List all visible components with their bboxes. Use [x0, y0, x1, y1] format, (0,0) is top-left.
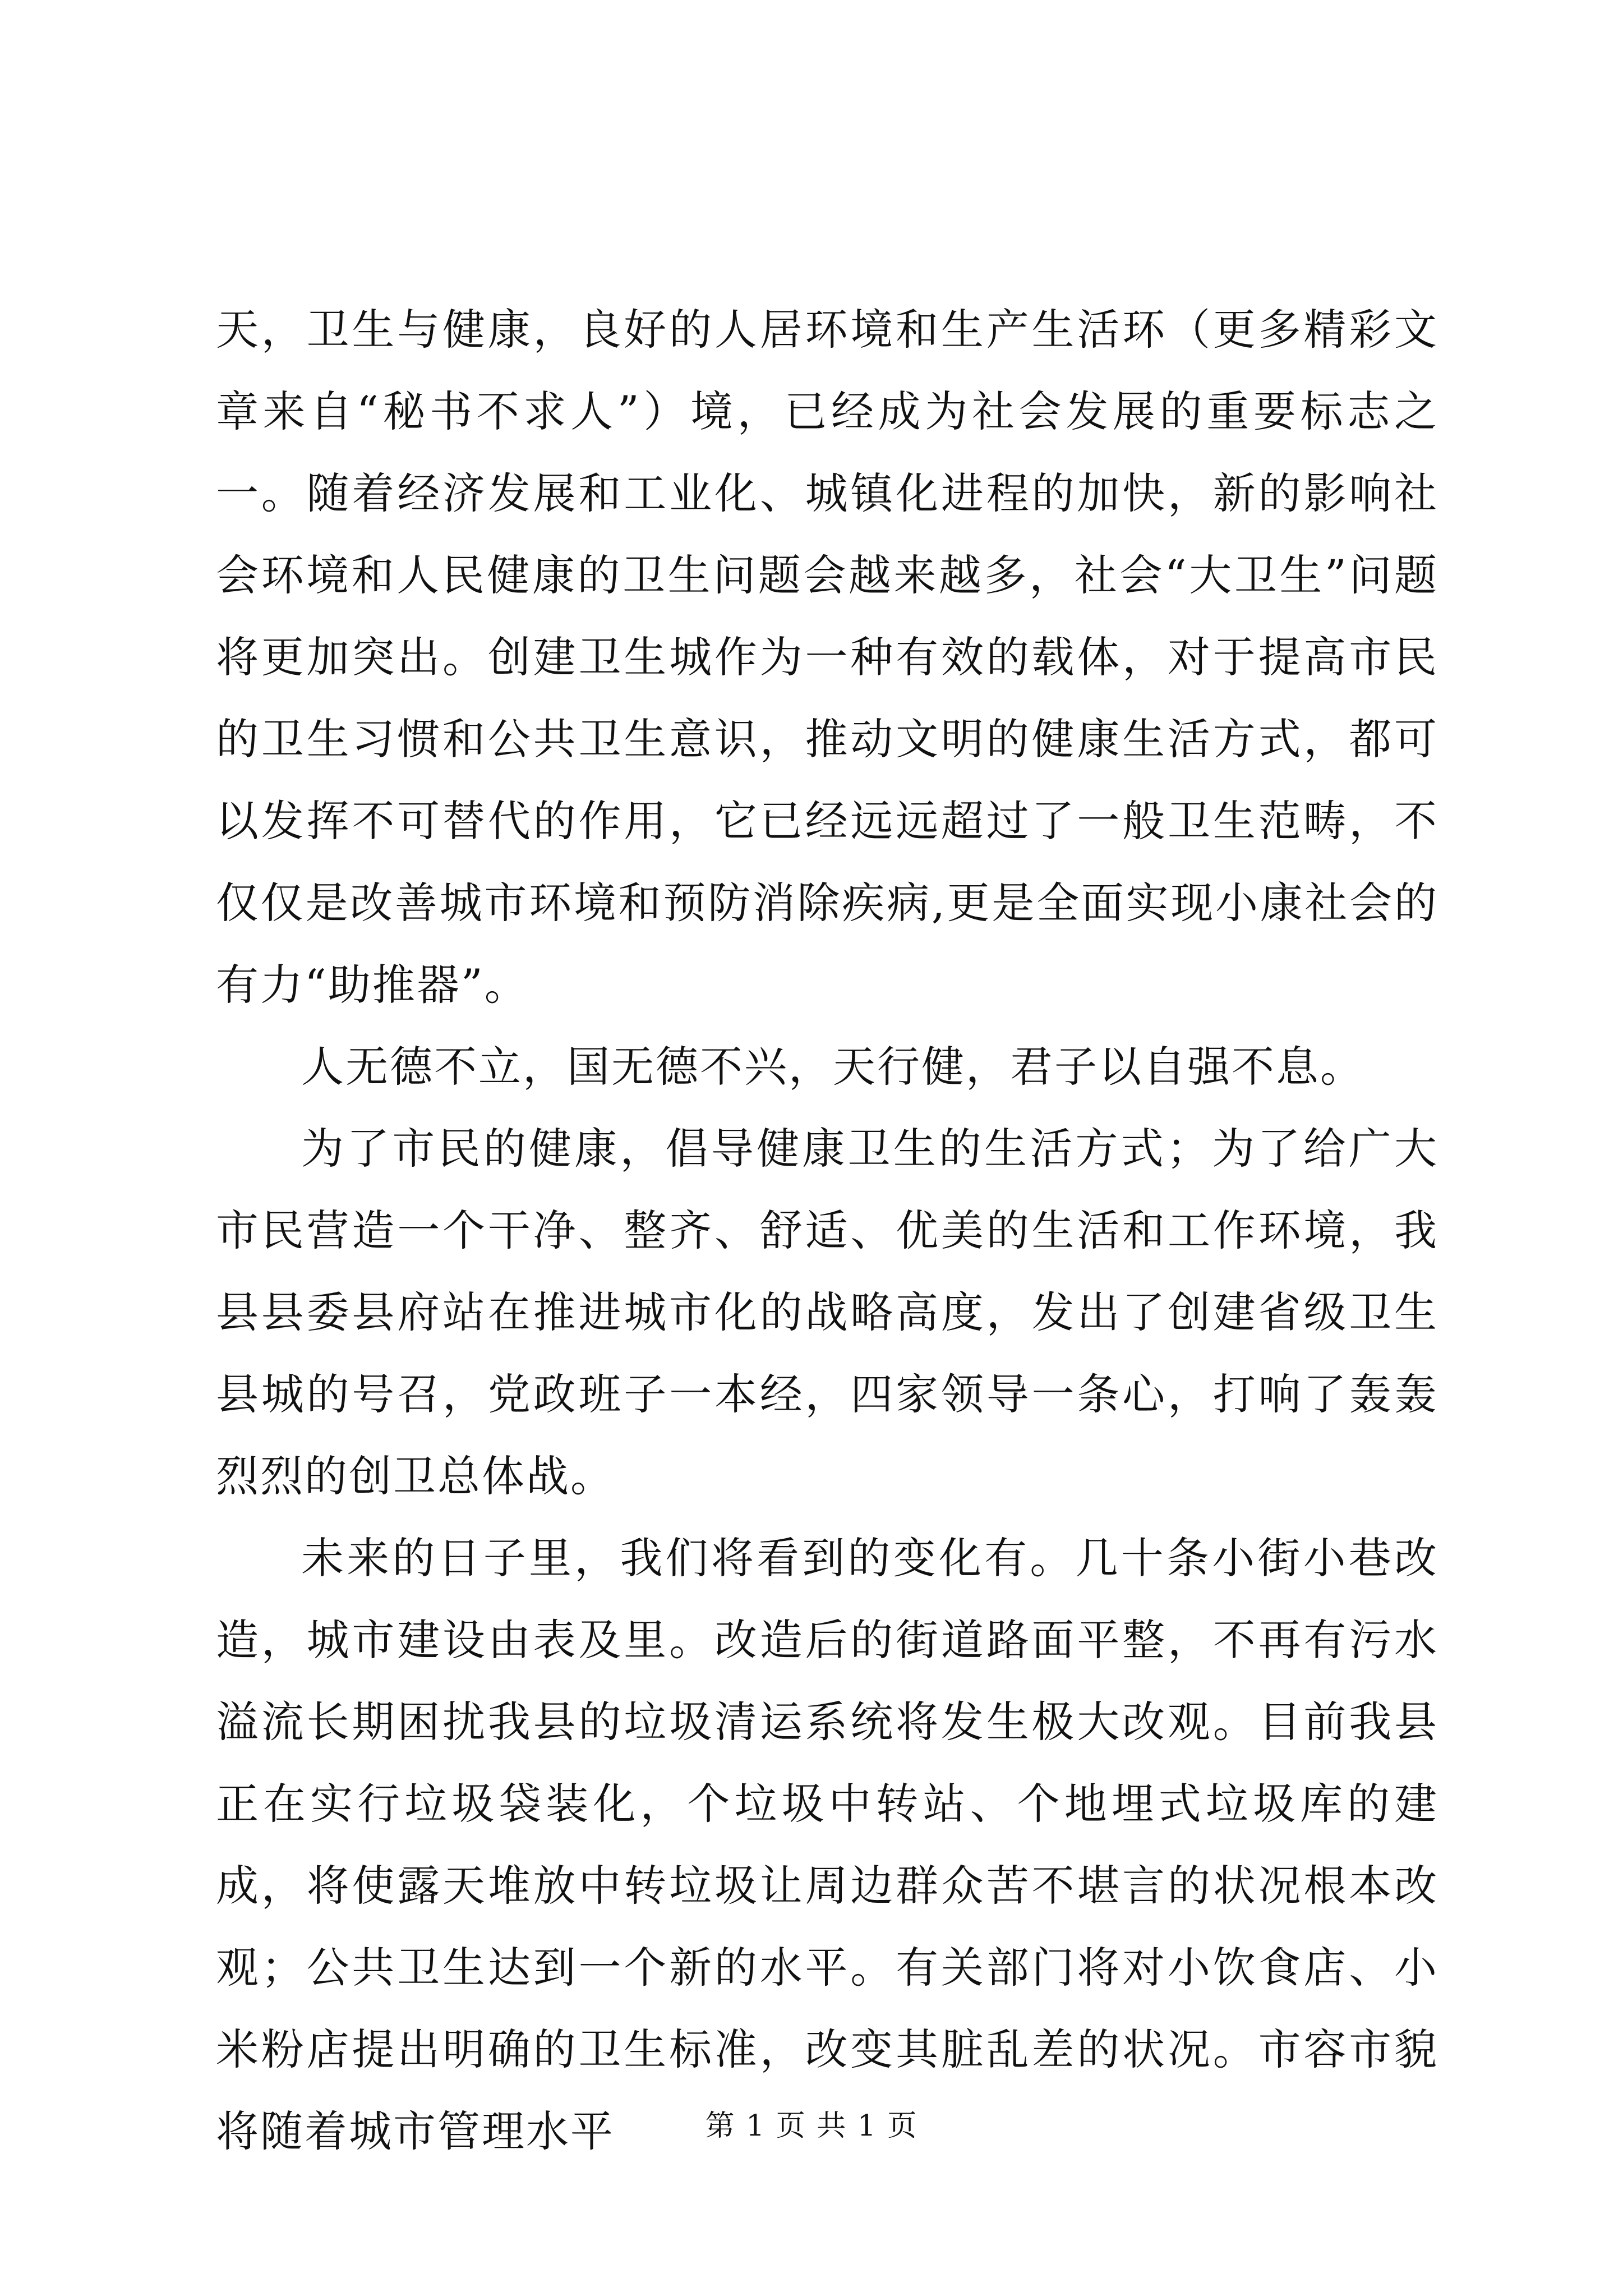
paragraph-3: 为了市民的健康，倡导健康卫生的生活方式；为了给广大市民营造一个干净、整齐、舒适、优美的生活和工作环境，我县县委县府站在推进城市化的战略高度，发出了创建省级卫生县城的号召，党政班子一本经，四家领导一条心，打响了轰轰烈烈的创卫总体战。 — [216, 1124, 1438, 1501]
paragraph-1: 天，卫生与健康，良好的人居环境和生产生活环（更多精彩文章来自“秘书不求人”）境，已经成为社会发展的重要标志之一。随着经济发展和工业化、城镇化进程的加快，新的影响社会环境和人民健康的卫生问题会越来越多，社会“大卫生”问题将更加突出。创建卫生城作为一种有效的载体，对于提高市民的卫生习惯和公共卫生意识，推动文明的健康生活方式，都可以发挥不可替代的作用，它已经远远超过了一般卫生范畴，不仅仅是改善城市环境和预防消除疾病,更是全面实现小康社会的有力“助推器”。 — [216, 305, 1438, 1010]
paragraph-4: 未来的日子里，我们将看到的变化有。几十条小街小巷改造，城市建设由表及里。改造后的街道路面平整，不再有污水溢流长期困扰我县的垃圾清运系统将发生极大改观。目前我县正在实行垃圾袋装化，个垃圾中转站、个地埋式垃圾库的建成，将使露天堆放中转垃圾让周边群众苦不堪言的状况根本改观；公共卫生达到一个新的水平。有关部门将对小饮食店、小米粉店提出明确的卫生标准，改变其脏乱差的状况。市容市貌将随着城市管理水平 — [216, 1533, 1438, 2156]
page-footer — [0, 2106, 1623, 2146]
page-number-label: 第 1 页 共 1 页 — [705, 2109, 918, 2143]
paragraph-2: 人无德不立，国无德不兴，天行健，君子以自强不息。 — [301, 1042, 1364, 1092]
document-body — [216, 289, 1438, 2173]
